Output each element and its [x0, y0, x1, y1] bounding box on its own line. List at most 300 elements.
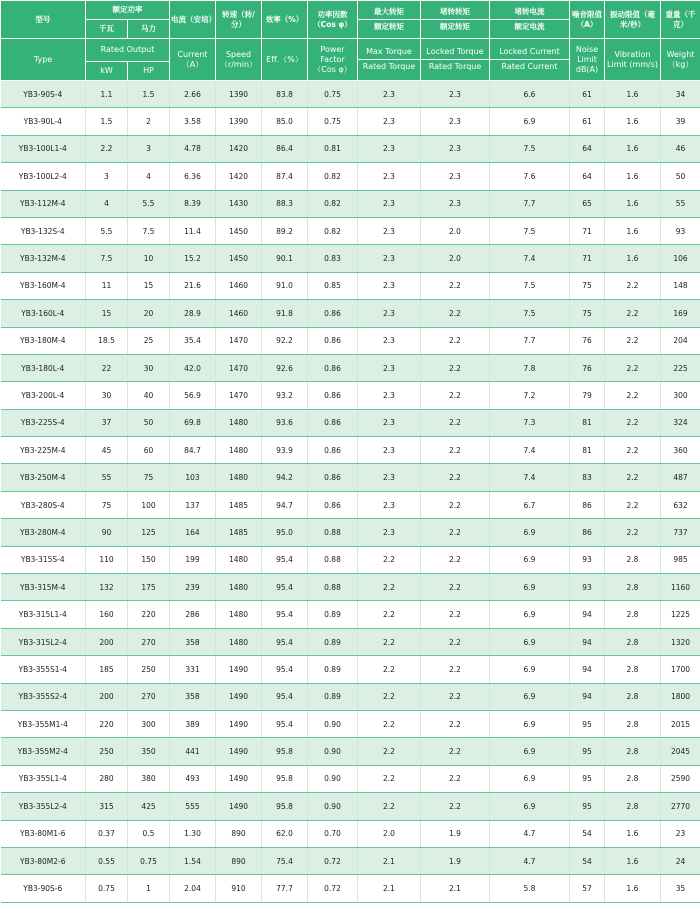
cell-locked-current: 7.4: [490, 437, 570, 464]
cell-locked-current: 6.6: [490, 81, 570, 108]
cell-locked-torque: 2.2: [421, 437, 490, 464]
table-header: [1, 1, 700, 81]
cell-hp: 270: [128, 683, 170, 710]
cell-hp: 150: [128, 546, 170, 573]
cell-noise: 86: [570, 491, 605, 518]
cell-vibration: 1.6: [605, 245, 661, 272]
cell-pf: 0.89: [308, 656, 358, 683]
cell-weight: 50: [661, 163, 700, 190]
cell-kw: 45: [86, 437, 128, 464]
cell-pf: 0.86: [308, 300, 358, 327]
cell-max-torque: 2.2: [358, 574, 421, 601]
cell-weight: 737: [661, 519, 700, 546]
table-row: [1, 354, 700, 381]
cell-hp: 75: [128, 464, 170, 491]
cell-locked-torque: 2.0: [421, 245, 490, 272]
cell-current: 8.39: [170, 190, 216, 217]
cell-type: YB3-90S-4: [1, 81, 86, 108]
cell-noise: 79: [570, 382, 605, 409]
cell-vibration: 1.6: [605, 820, 661, 847]
table-row: [1, 327, 700, 354]
cell-vibration: 2.8: [605, 656, 661, 683]
cell-max-torque: 2.2: [358, 601, 421, 628]
cell-hp: 1: [128, 875, 170, 902]
cell-pf: 0.86: [308, 409, 358, 436]
cell-pf: 0.90: [308, 738, 358, 765]
cell-type: YB3-250M-4: [1, 464, 86, 491]
cell-weight: 360: [661, 437, 700, 464]
cell-speed: 1450: [216, 217, 262, 244]
cell-max-torque: 2.3: [358, 272, 421, 299]
cell-pf: 0.86: [308, 464, 358, 491]
cell-locked-torque: 2.2: [421, 710, 490, 737]
cell-max-torque: 2.3: [358, 491, 421, 518]
header-noise-en: Noise Limit dB(A): [570, 39, 605, 81]
cell-weight: 225: [661, 354, 700, 381]
cell-kw: 22: [86, 354, 128, 381]
cell-speed: 1470: [216, 382, 262, 409]
cell-locked-torque: 2.2: [421, 491, 490, 518]
cell-kw: 250: [86, 738, 128, 765]
cell-type: YB3-132S-4: [1, 217, 86, 244]
cell-weight: 300: [661, 382, 700, 409]
table-row: [1, 108, 700, 135]
cell-type: YB3-355L2-4: [1, 793, 86, 820]
cell-eff: 93.9: [262, 437, 308, 464]
table-row: [1, 464, 700, 491]
cell-locked-torque: 2.2: [421, 327, 490, 354]
cell-pf: 0.82: [308, 163, 358, 190]
cell-noise: 71: [570, 245, 605, 272]
cell-vibration: 2.2: [605, 409, 661, 436]
cell-kw: 0.55: [86, 847, 128, 874]
cell-type: YB3-280M-4: [1, 519, 86, 546]
cell-vibration: 1.6: [605, 217, 661, 244]
cell-eff: 83.8: [262, 81, 308, 108]
cell-locked-current: 7.8: [490, 354, 570, 381]
cell-noise: 93: [570, 546, 605, 573]
cell-noise: 81: [570, 409, 605, 436]
cell-noise: 54: [570, 847, 605, 874]
table-row: [1, 163, 700, 190]
cell-weight: 324: [661, 409, 700, 436]
cell-current: 11.4: [170, 217, 216, 244]
table-row: [1, 574, 700, 601]
header-lockedtorque-zh: [421, 1, 490, 39]
cell-hp: 220: [128, 601, 170, 628]
table-body: [1, 81, 700, 903]
cell-eff: 95.4: [262, 710, 308, 737]
cell-pf: 0.82: [308, 217, 358, 244]
cell-weight: 204: [661, 327, 700, 354]
table-row: [1, 601, 700, 628]
cell-hp: 2: [128, 108, 170, 135]
cell-hp: 175: [128, 574, 170, 601]
cell-locked-current: 7.5: [490, 300, 570, 327]
header-lockedtorque-en-top: Locked Torque: [426, 47, 484, 56]
cell-locked-torque: 2.3: [421, 81, 490, 108]
cell-locked-current: 7.7: [490, 190, 570, 217]
cell-eff: 95.4: [262, 546, 308, 573]
cell-max-torque: 2.3: [358, 163, 421, 190]
cell-eff: 93.6: [262, 409, 308, 436]
cell-eff: 95.8: [262, 793, 308, 820]
cell-noise: 94: [570, 628, 605, 655]
cell-weight: 93: [661, 217, 700, 244]
cell-kw: 200: [86, 683, 128, 710]
cell-speed: 1480: [216, 546, 262, 573]
cell-current: 103: [170, 464, 216, 491]
cell-current: 84.7: [170, 437, 216, 464]
cell-pf: 0.86: [308, 382, 358, 409]
cell-current: 42.0: [170, 354, 216, 381]
cell-kw: 185: [86, 656, 128, 683]
cell-vibration: 1.6: [605, 875, 661, 902]
cell-max-torque: 2.3: [358, 464, 421, 491]
header-eff-en: Eff.（%）: [262, 39, 308, 81]
cell-hp: 0.75: [128, 847, 170, 874]
cell-speed: 1485: [216, 519, 262, 546]
cell-kw: 220: [86, 710, 128, 737]
cell-hp: 0.5: [128, 820, 170, 847]
cell-max-torque: 2.3: [358, 245, 421, 272]
cell-eff: 95.4: [262, 574, 308, 601]
cell-eff: 95.4: [262, 601, 308, 628]
cell-hp: 270: [128, 628, 170, 655]
cell-max-torque: 2.3: [358, 519, 421, 546]
cell-hp: 4: [128, 163, 170, 190]
cell-kw: 75: [86, 491, 128, 518]
cell-speed: 1480: [216, 464, 262, 491]
cell-pf: 0.89: [308, 628, 358, 655]
cell-pf: 0.75: [308, 81, 358, 108]
cell-kw: 30: [86, 382, 128, 409]
cell-locked-torque: 2.2: [421, 601, 490, 628]
cell-eff: 77.7: [262, 875, 308, 902]
header-type-zh: 型号: [1, 1, 86, 39]
cell-kw: 1.5: [86, 108, 128, 135]
cell-pf: 0.89: [308, 601, 358, 628]
cell-max-torque: 2.3: [358, 409, 421, 436]
cell-hp: 15: [128, 272, 170, 299]
cell-noise: 95: [570, 765, 605, 792]
cell-speed: 1420: [216, 163, 262, 190]
header-current-en: Current（A）: [170, 39, 216, 81]
cell-hp: 100: [128, 491, 170, 518]
cell-kw: 90: [86, 519, 128, 546]
table-row: [1, 820, 700, 847]
cell-kw: 200: [86, 628, 128, 655]
cell-speed: 1450: [216, 245, 262, 272]
cell-hp: 3: [128, 135, 170, 162]
cell-hp: 30: [128, 354, 170, 381]
cell-type: YB3-355S1-4: [1, 656, 86, 683]
cell-kw: 18.5: [86, 327, 128, 354]
header-lockedtorque-zh-bottom: 额定转矩: [421, 19, 489, 32]
cell-locked-current: 7.7: [490, 327, 570, 354]
cell-vibration: 2.2: [605, 464, 661, 491]
cell-max-torque: 2.3: [358, 108, 421, 135]
cell-type: YB3-180L-4: [1, 354, 86, 381]
cell-max-torque: 2.3: [358, 354, 421, 381]
cell-hp: 5.5: [128, 190, 170, 217]
cell-pf: 0.70: [308, 820, 358, 847]
table-row: [1, 546, 700, 573]
cell-type: YB3-100L1-4: [1, 135, 86, 162]
cell-kw: 15: [86, 300, 128, 327]
cell-pf: 0.86: [308, 354, 358, 381]
cell-max-torque: 2.3: [358, 437, 421, 464]
cell-pf: 0.83: [308, 245, 358, 272]
cell-max-torque: 2.3: [358, 217, 421, 244]
cell-vibration: 2.8: [605, 765, 661, 792]
cell-eff: 62.0: [262, 820, 308, 847]
cell-noise: 64: [570, 135, 605, 162]
cell-pf: 0.90: [308, 793, 358, 820]
header-pf-zh: 功率因数（Cos φ）: [308, 1, 358, 39]
cell-locked-torque: 2.0: [421, 217, 490, 244]
cell-noise: 71: [570, 217, 605, 244]
table-row: [1, 135, 700, 162]
header-lockedtorque-zh-top: 堵转转矩: [440, 7, 470, 16]
header-lockedtorque-en-bottom: Rated Torque: [421, 59, 489, 72]
cell-type: YB3-225M-4: [1, 437, 86, 464]
cell-noise: 76: [570, 327, 605, 354]
cell-weight: 35: [661, 875, 700, 902]
table-row: [1, 710, 700, 737]
cell-current: 358: [170, 628, 216, 655]
cell-eff: 95.8: [262, 738, 308, 765]
cell-noise: 75: [570, 300, 605, 327]
cell-current: 358: [170, 683, 216, 710]
cell-weight: 1700: [661, 656, 700, 683]
cell-locked-current: 7.4: [490, 464, 570, 491]
cell-locked-current: 6.9: [490, 574, 570, 601]
table-row: [1, 382, 700, 409]
cell-hp: 125: [128, 519, 170, 546]
cell-locked-torque: 2.3: [421, 135, 490, 162]
header-lockedcurrent-en-top: Locked Current: [499, 47, 560, 56]
table-row: [1, 491, 700, 518]
cell-kw: 315: [86, 793, 128, 820]
cell-locked-current: 7.5: [490, 272, 570, 299]
cell-speed: 1460: [216, 300, 262, 327]
header-current-zh: 电流（安培）: [170, 1, 216, 39]
cell-weight: 2770: [661, 793, 700, 820]
cell-weight: 39: [661, 108, 700, 135]
cell-current: 69.8: [170, 409, 216, 436]
cell-locked-current: 4.7: [490, 847, 570, 874]
cell-pf: 0.81: [308, 135, 358, 162]
cell-noise: 61: [570, 108, 605, 135]
cell-type: YB3-355M2-4: [1, 738, 86, 765]
cell-locked-current: 7.4: [490, 245, 570, 272]
cell-hp: 1.5: [128, 81, 170, 108]
cell-hp: 250: [128, 656, 170, 683]
cell-locked-current: 6.9: [490, 738, 570, 765]
cell-max-torque: 2.3: [358, 327, 421, 354]
table-row: [1, 245, 700, 272]
cell-max-torque: 2.2: [358, 683, 421, 710]
cell-type: YB3-355M1-4: [1, 710, 86, 737]
cell-max-torque: 2.1: [358, 875, 421, 902]
cell-speed: 910: [216, 875, 262, 902]
cell-max-torque: 2.2: [358, 765, 421, 792]
cell-locked-current: 7.5: [490, 135, 570, 162]
cell-vibration: 2.2: [605, 327, 661, 354]
cell-hp: 60: [128, 437, 170, 464]
cell-vibration: 2.8: [605, 738, 661, 765]
cell-pf: 0.89: [308, 683, 358, 710]
cell-vibration: 1.6: [605, 847, 661, 874]
cell-current: 2.66: [170, 81, 216, 108]
cell-max-torque: 2.0: [358, 820, 421, 847]
cell-vibration: 1.6: [605, 163, 661, 190]
cell-locked-current: 6.9: [490, 765, 570, 792]
cell-pf: 0.75: [308, 108, 358, 135]
cell-vibration: 1.6: [605, 135, 661, 162]
header-maxtorque-en: [358, 39, 421, 81]
header-hp-zh: 马力: [128, 20, 170, 39]
header-type-en: Type: [1, 39, 86, 81]
cell-pf: 0.86: [308, 327, 358, 354]
cell-current: 199: [170, 546, 216, 573]
header-weight-zh: 重量（千克）: [661, 1, 700, 39]
cell-type: YB3-112M-4: [1, 190, 86, 217]
cell-hp: 425: [128, 793, 170, 820]
header-vib-zh: 振动限值（毫米/秒）: [605, 1, 661, 39]
cell-type: YB3-90S-6: [1, 875, 86, 902]
cell-type: YB3-80M1-6: [1, 820, 86, 847]
cell-weight: 34: [661, 81, 700, 108]
cell-eff: 88.3: [262, 190, 308, 217]
cell-eff: 92.6: [262, 354, 308, 381]
table-row: [1, 300, 700, 327]
cell-locked-torque: 2.2: [421, 656, 490, 683]
cell-speed: 1480: [216, 437, 262, 464]
cell-noise: 86: [570, 519, 605, 546]
header-lockedcurrent-zh-top: 堵转电流: [514, 7, 545, 16]
cell-locked-current: 6.9: [490, 108, 570, 135]
cell-weight: 1320: [661, 628, 700, 655]
cell-kw: 7.5: [86, 245, 128, 272]
cell-noise: 93: [570, 574, 605, 601]
cell-speed: 1480: [216, 628, 262, 655]
header-kw-zh: 千瓦: [86, 20, 128, 39]
cell-vibration: 2.8: [605, 574, 661, 601]
cell-locked-torque: 2.2: [421, 409, 490, 436]
header-eff-zh: 效率（%）: [262, 1, 308, 39]
header-lockedcurrent-zh-bottom: 额定电流: [490, 19, 569, 32]
cell-hp: 7.5: [128, 217, 170, 244]
cell-locked-current: 6.9: [490, 546, 570, 573]
cell-vibration: 2.2: [605, 300, 661, 327]
cell-kw: 132: [86, 574, 128, 601]
cell-weight: 106: [661, 245, 700, 272]
table-row: [1, 656, 700, 683]
cell-max-torque: 2.2: [358, 656, 421, 683]
header-maxtorque-en-bottom: Rated Torque: [358, 59, 420, 72]
cell-eff: 86.4: [262, 135, 308, 162]
cell-locked-current: 7.5: [490, 217, 570, 244]
cell-speed: 1490: [216, 738, 262, 765]
cell-vibration: 2.2: [605, 354, 661, 381]
cell-type: YB3-200L-4: [1, 382, 86, 409]
header-speed-zh: 转速（转/分）: [216, 1, 262, 39]
cell-weight: 985: [661, 546, 700, 573]
cell-speed: 1490: [216, 710, 262, 737]
cell-weight: 169: [661, 300, 700, 327]
cell-eff: 91.8: [262, 300, 308, 327]
table-row: [1, 519, 700, 546]
cell-speed: 1480: [216, 409, 262, 436]
cell-locked-torque: 2.2: [421, 628, 490, 655]
header-rated-output-en: Rated Output: [86, 39, 170, 62]
cell-weight: 148: [661, 272, 700, 299]
header-lockedcurrent-en: [490, 39, 570, 81]
cell-hp: 350: [128, 738, 170, 765]
cell-type: YB3-225S-4: [1, 409, 86, 436]
cell-eff: 91.0: [262, 272, 308, 299]
cell-current: 389: [170, 710, 216, 737]
cell-current: 164: [170, 519, 216, 546]
cell-current: 239: [170, 574, 216, 601]
table-row: [1, 793, 700, 820]
cell-hp: 50: [128, 409, 170, 436]
cell-weight: 24: [661, 847, 700, 874]
cell-pf: 0.88: [308, 574, 358, 601]
cell-locked-torque: 2.2: [421, 765, 490, 792]
cell-weight: 1160: [661, 574, 700, 601]
cell-current: 441: [170, 738, 216, 765]
cell-speed: 1490: [216, 765, 262, 792]
cell-vibration: 2.2: [605, 437, 661, 464]
table-row: [1, 217, 700, 244]
cell-type: YB3-132M-4: [1, 245, 86, 272]
header-hp-en: HP: [128, 62, 170, 81]
cell-locked-torque: 2.2: [421, 793, 490, 820]
cell-kw: 110: [86, 546, 128, 573]
cell-locked-torque: 2.2: [421, 464, 490, 491]
cell-current: 137: [170, 491, 216, 518]
cell-noise: 81: [570, 437, 605, 464]
cell-eff: 90.1: [262, 245, 308, 272]
header-lockedcurrent-en-bottom: Rated Current: [490, 59, 569, 72]
cell-eff: 95.0: [262, 519, 308, 546]
cell-weight: 2045: [661, 738, 700, 765]
cell-locked-torque: 2.2: [421, 683, 490, 710]
table-row: [1, 437, 700, 464]
cell-current: 35.4: [170, 327, 216, 354]
cell-locked-torque: 2.2: [421, 300, 490, 327]
cell-max-torque: 2.3: [358, 81, 421, 108]
cell-vibration: 2.8: [605, 628, 661, 655]
header-vib-en: Vibration Limit (mm/s): [605, 39, 661, 81]
cell-weight: 1225: [661, 601, 700, 628]
cell-speed: 1480: [216, 574, 262, 601]
cell-weight: 487: [661, 464, 700, 491]
cell-pf: 0.72: [308, 847, 358, 874]
cell-max-torque: 2.3: [358, 190, 421, 217]
cell-vibration: 1.6: [605, 108, 661, 135]
cell-kw: 2.2: [86, 135, 128, 162]
header-maxtorque-zh-bottom: 额定转矩: [358, 19, 420, 32]
cell-locked-current: 4.7: [490, 820, 570, 847]
cell-max-torque: 2.1: [358, 847, 421, 874]
cell-vibration: 2.8: [605, 683, 661, 710]
cell-noise: 95: [570, 738, 605, 765]
cell-noise: 65: [570, 190, 605, 217]
